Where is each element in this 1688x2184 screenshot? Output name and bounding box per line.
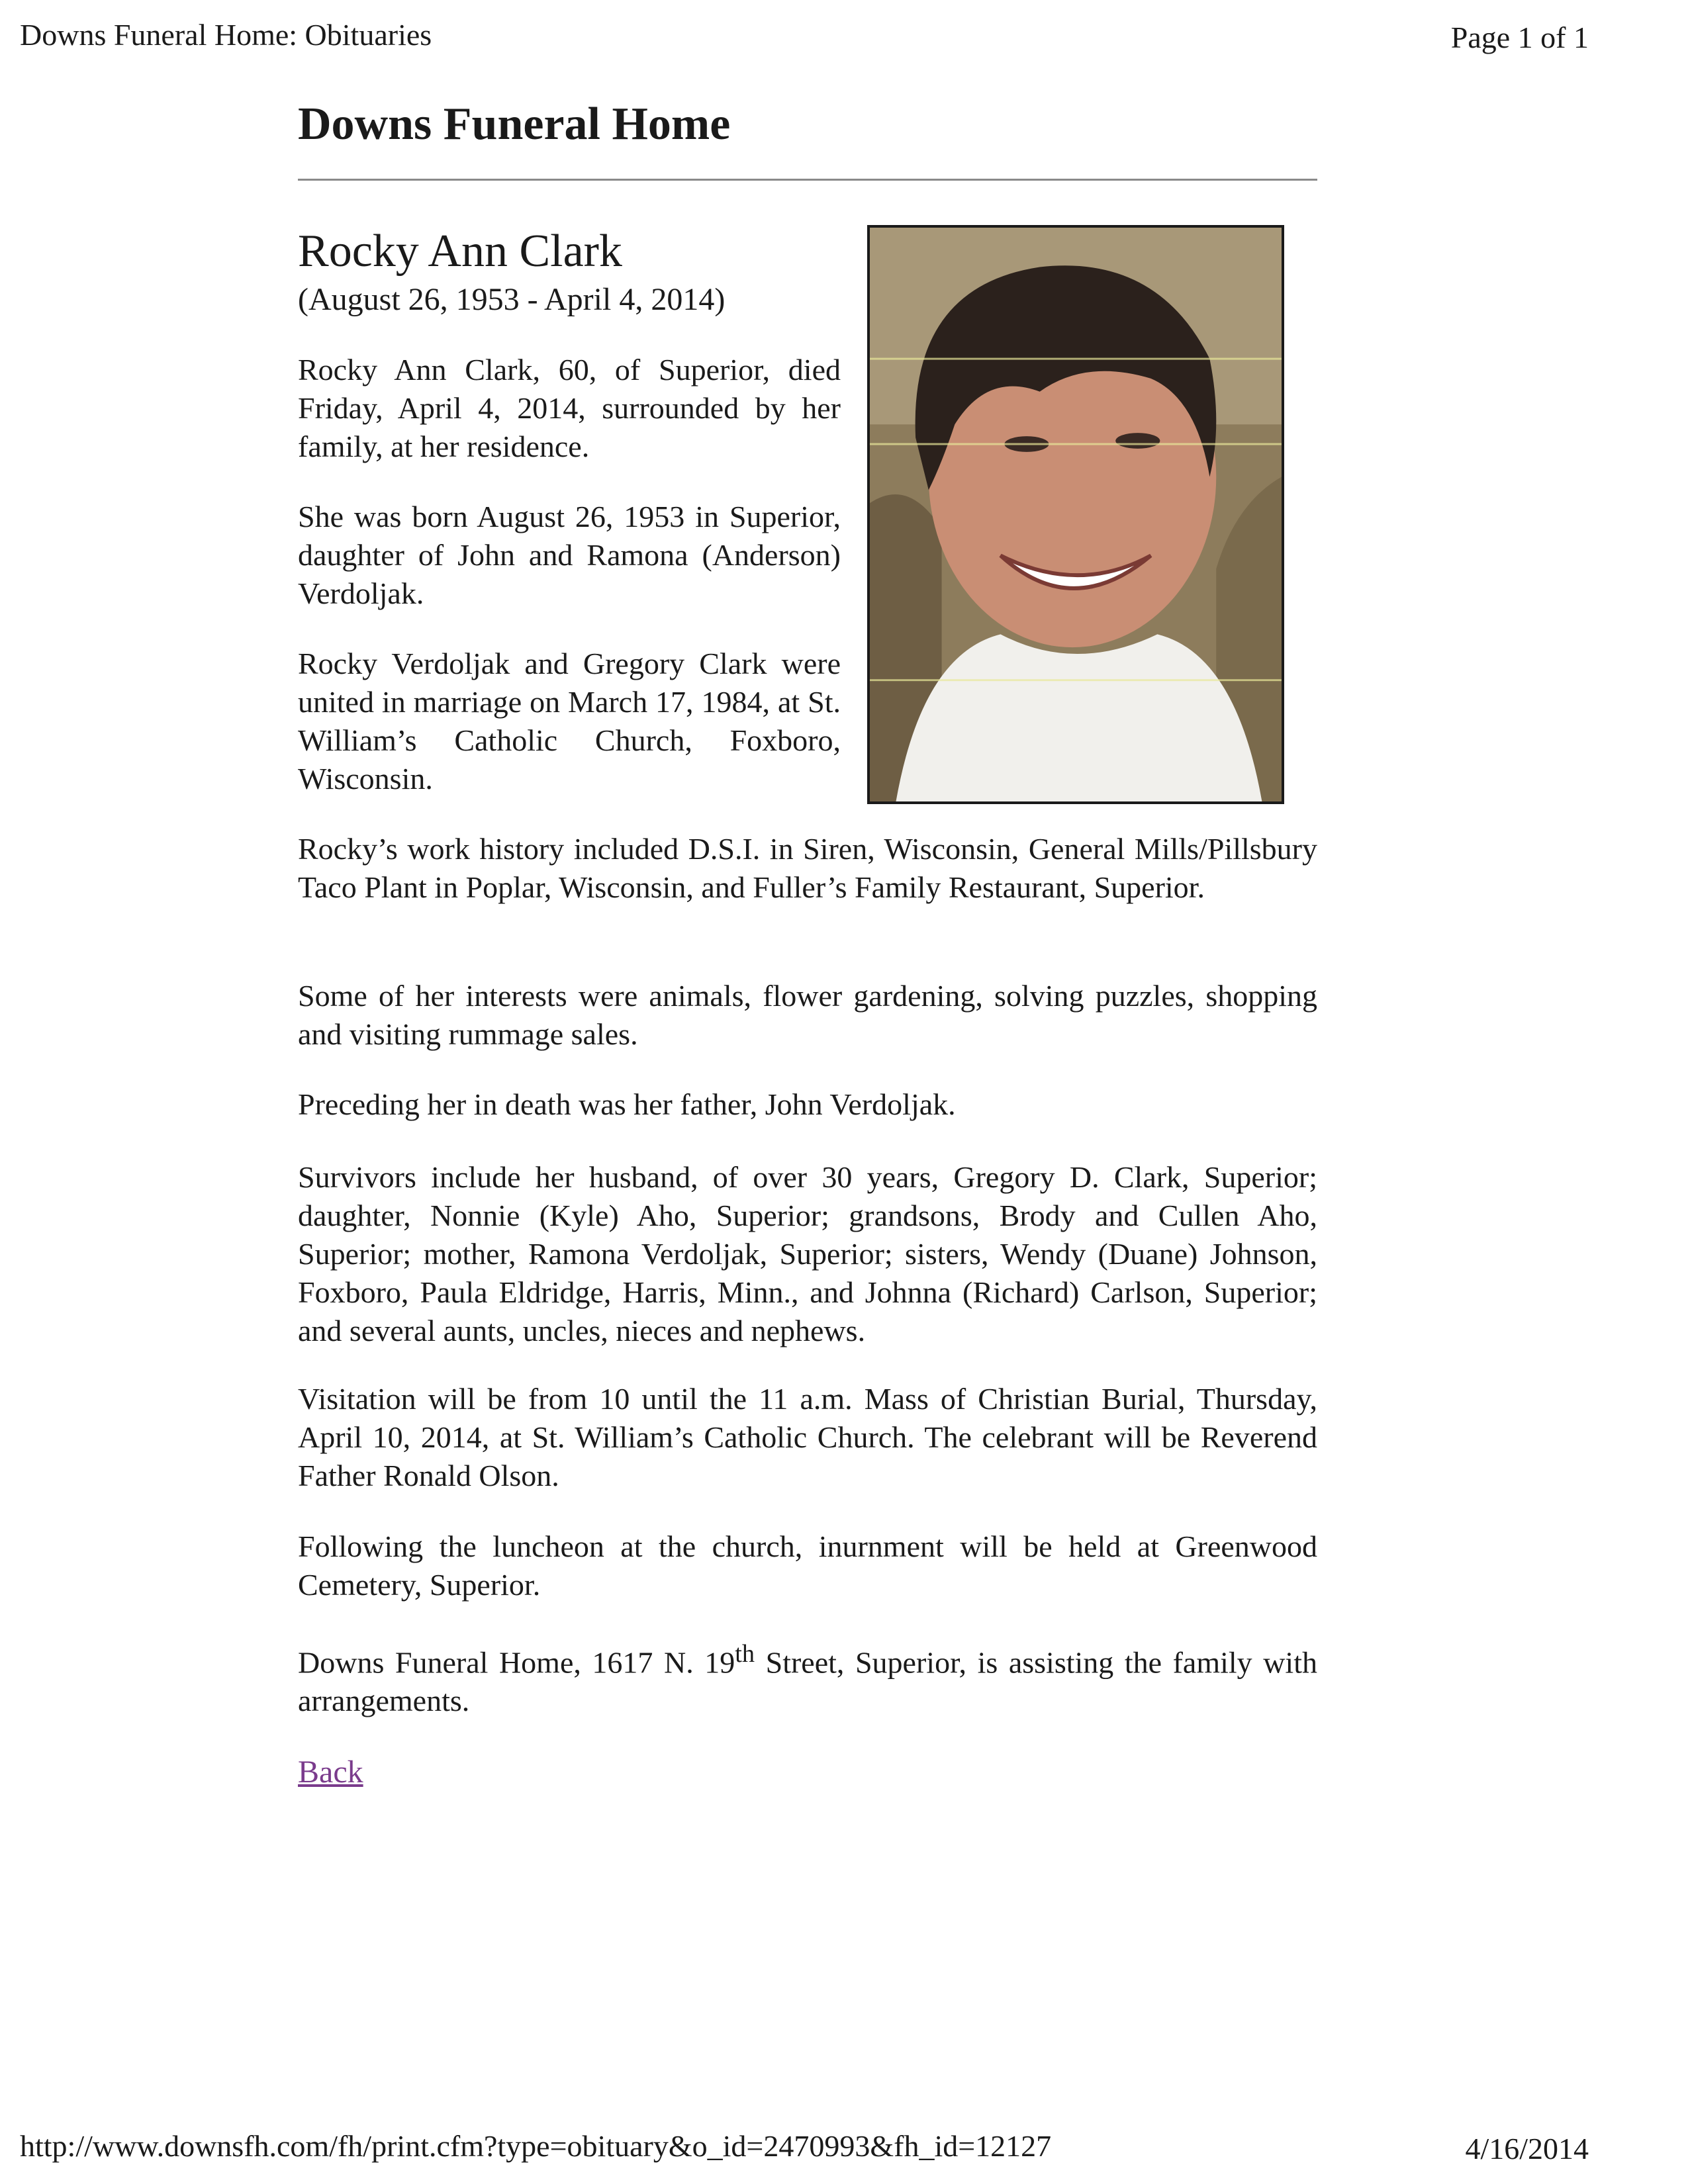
print-footer-url: http://www.downsfh.com/fh/print.cfm?type=obituary&o_id=2470993&fh_id=12127	[20, 2129, 1052, 2163]
closing-text-start: Downs Funeral Home, 1617 N. 19	[298, 1645, 735, 1680]
ordinal-suffix: th	[735, 1640, 755, 1668]
obituary-paragraph: Rocky’s work history included D.S.I. in Siren, Wisconsin, General Mills/Pillsbury Taco Plant in Poplar, Wisconsin, and Fuller’s Family Restaurant, Superior.	[298, 832, 1317, 904]
site-title: Downs Funeral Home	[298, 99, 731, 150]
header-divider	[298, 179, 1317, 181]
deceased-name: Rocky Ann Clark	[298, 226, 622, 277]
back-link[interactable]: Back	[298, 1754, 363, 1790]
obituary-paragraph: Preceding her in death was her father, John Verdoljak.	[298, 1087, 956, 1121]
obituary-paragraph: She was born August 26, 1953 in Superior, daughter of John and Ramona (Anderson) Verdoljak.	[298, 500, 841, 610]
print-footer-date: 4/16/2014	[1465, 2132, 1589, 2165]
obituary-paragraph: Some of her interests were animals, flower gardening, solving puzzles, shopping and visiting rummage sales.	[298, 979, 1317, 1051]
obituary-paragraph: Survivors include her husband, of over 30 years, Gregory D. Clark, Superior; daughter, Nonnie (Kyle) Aho, Superior; grandsons, Brody and Cullen Aho, Superior; mother, Ramona Verdoljak, Superior; sisters, Wendy (Duane) Johnson, Foxboro, Paula Eldridge, Harris, Minn., and Johnna (Richard) Carlson, Superior; and several aunts, uncles, nieces and nephews.	[298, 1160, 1317, 1347]
print-page-number: Page 1 of 1	[1450, 21, 1589, 54]
portrait-photo	[867, 225, 1284, 804]
closing-text-end: Street, Superior, is assisting the family with arrangements.	[298, 1645, 1317, 1718]
obituary-paragraph: Visitation will be from 10 until the 11 a.m. Mass of Christian Burial, Thursday, April 10, 2014, at St. William’s Catholic Church. The celebrant will be Reverend Father Ronald Olson.	[298, 1382, 1317, 1492]
obituary-paragraph: Rocky Verdoljak and Gregory Clark were united in marriage on March 17, 1984, at St. William’s Catholic Church, Foxboro, Wisconsin.	[298, 647, 841, 796]
print-header-title: Downs Funeral Home: Obituaries	[20, 18, 432, 52]
obituary-paragraph: Following the luncheon at the church, inurnment will be held at Greenwood Cemetery, Superior.	[298, 1529, 1317, 1602]
obituary-paragraph: Rocky Ann Clark, 60, of Superior, died Friday, April 4, 2014, surrounded by her family, at her residence.	[298, 353, 841, 463]
life-dates: (August 26, 1953 - April 4, 2014)	[298, 282, 726, 317]
closing-paragraph	[298, 1635, 1317, 1720]
